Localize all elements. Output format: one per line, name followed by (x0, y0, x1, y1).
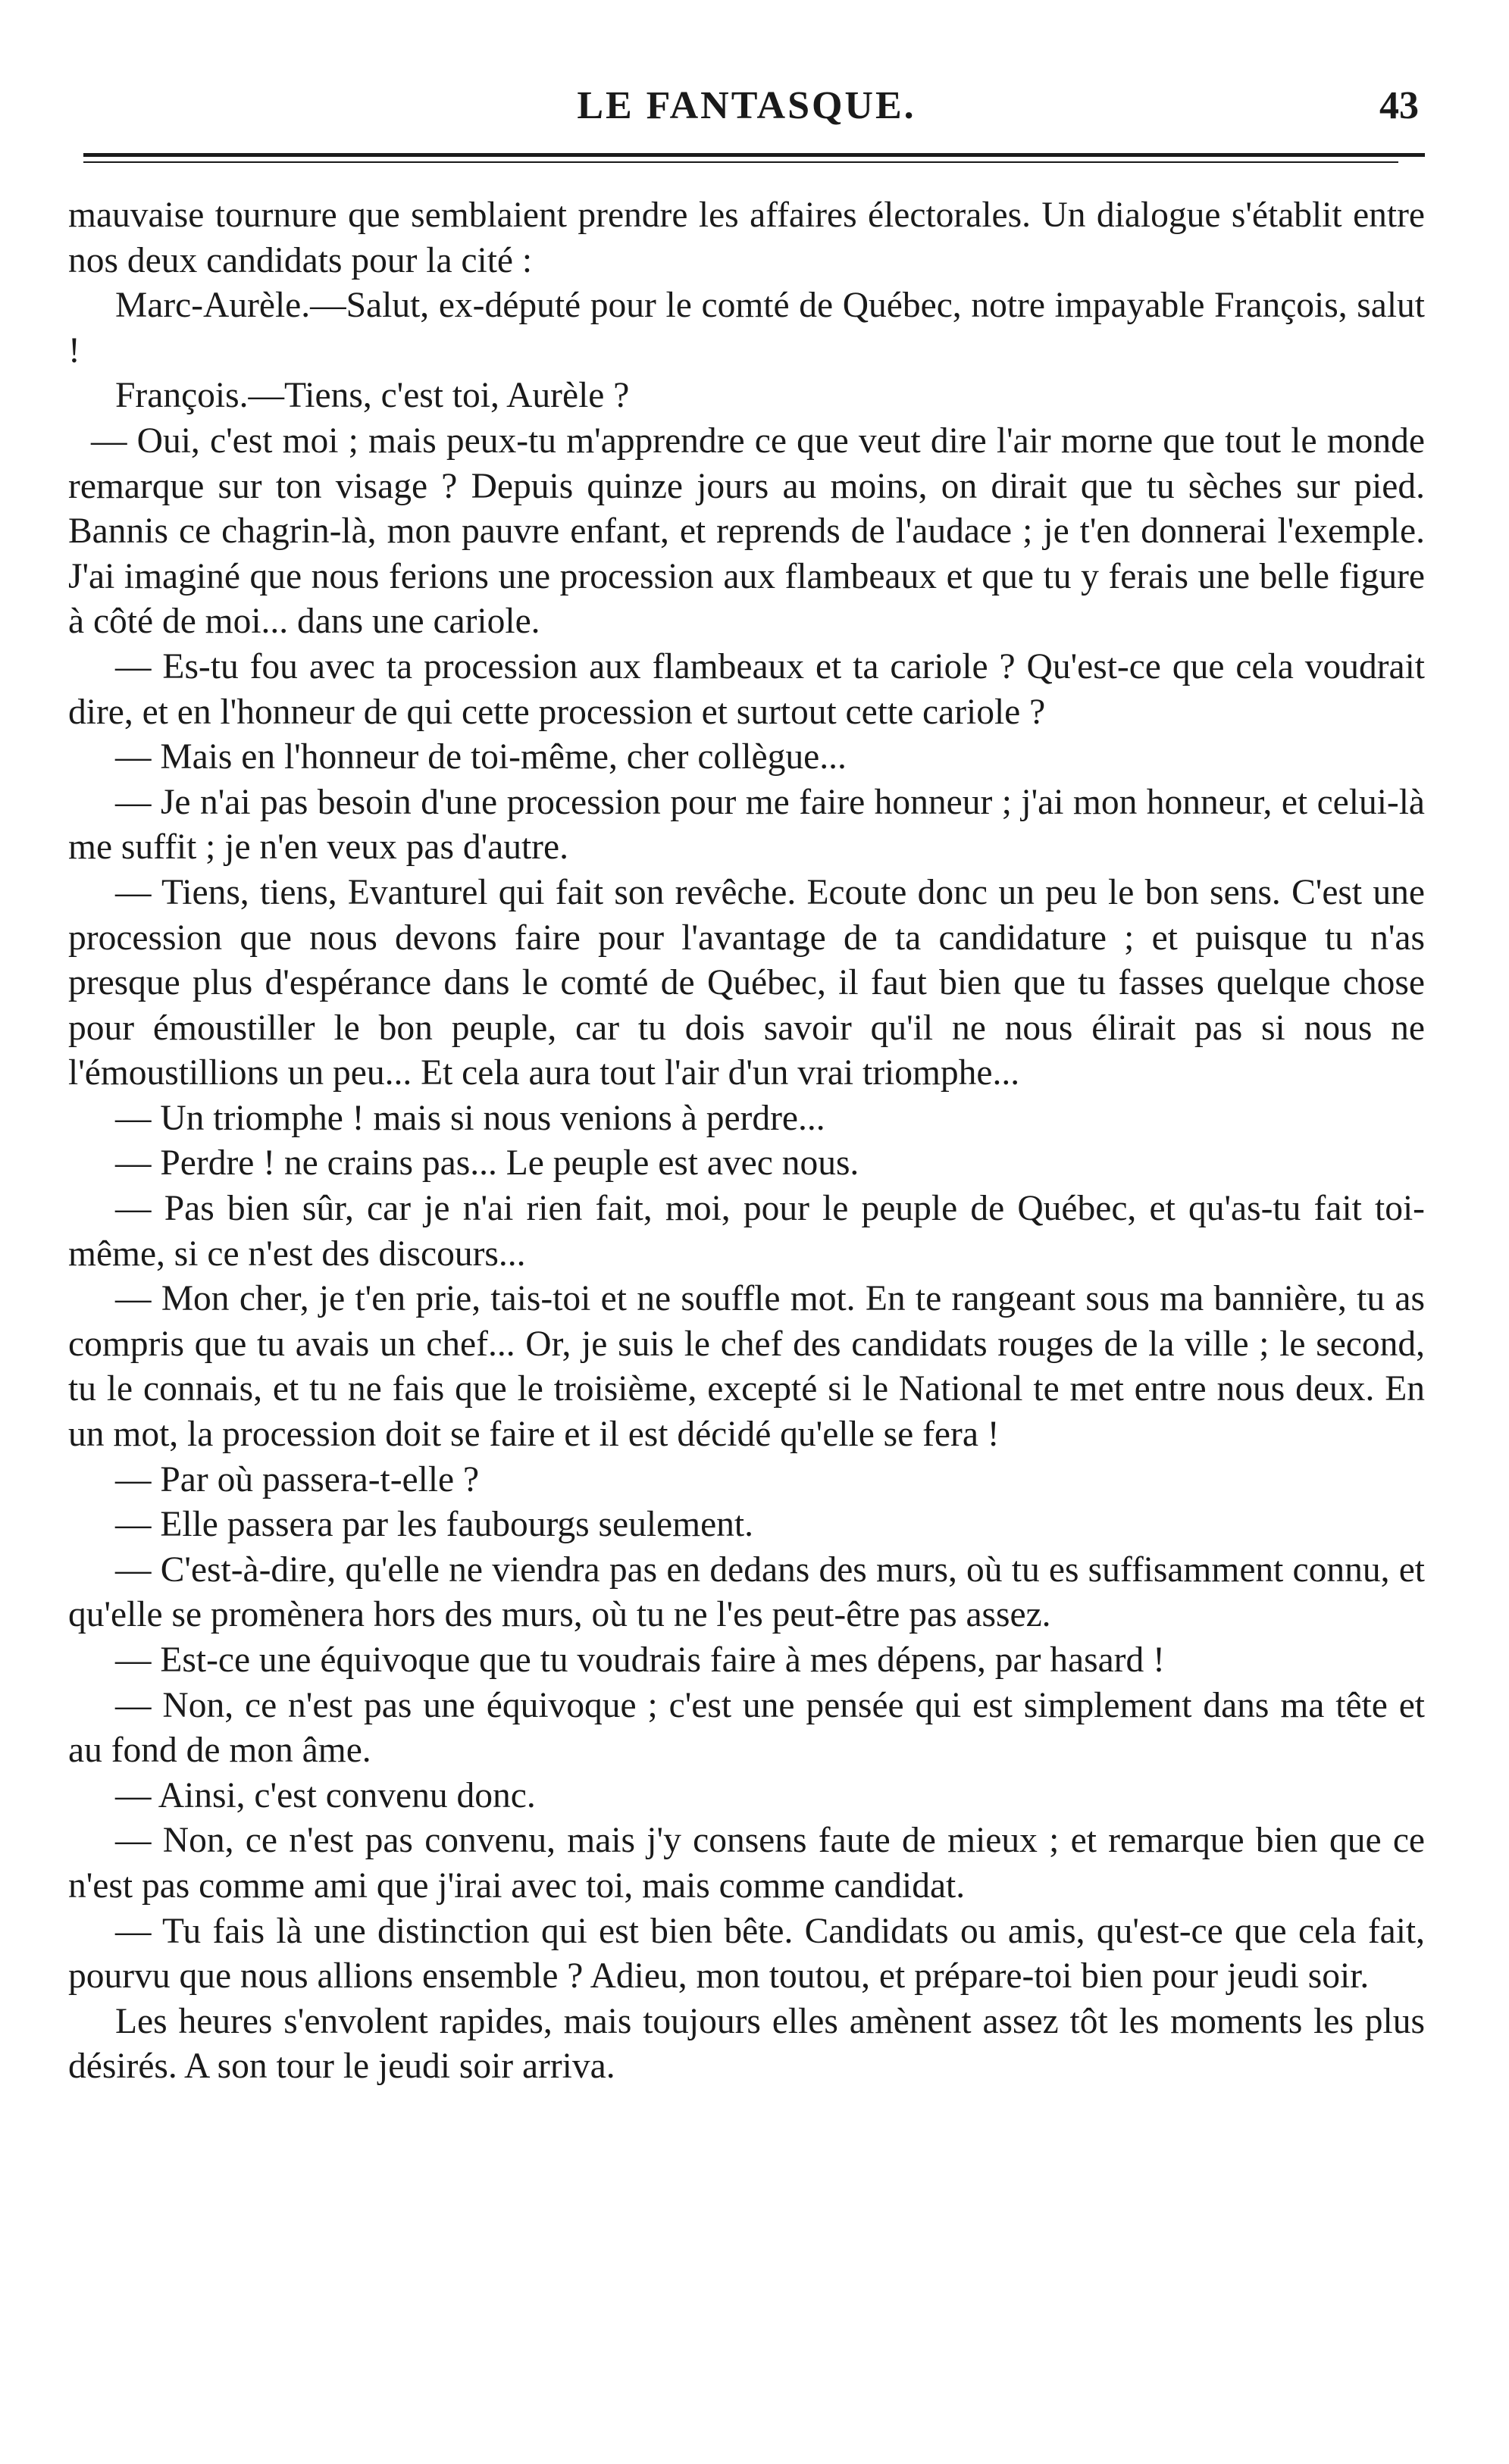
paragraph: mauvaise tournure que semblaient prendre les affaires électorales. Un dialogue s'établit entre nos deux candidats pour la cité : (68, 195, 1425, 280)
paragraph: — Non, ce n'est pas une équivoque ; c'est une pensée qui est simplement dans ma tête et au fond de mon âme. (68, 1685, 1425, 1771)
paragraph: — Ainsi, c'est convenu donc. (115, 1775, 536, 1815)
paragraph: François.—Tiens, c'est toi, Aurèle ? (115, 376, 630, 416)
paragraph: — Elle passera par les faubourgs seulement. (115, 1505, 753, 1545)
paragraph: — Tu fais là une distinction qui est bien bête. Candidats ou amis, qu'est-ce que cela fait, pourvu que nous allions ensemble ? Adieu, mon toutou, et prépare-toi bien pour jeudi soir. (68, 1911, 1425, 1997)
paragraph: — Mais en l'honneur de toi-même, cher collègue... (115, 737, 847, 777)
paragraph: — Je n'ai pas besoin d'une procession pour me faire honneur ; j'ai mon honneur, et celui-là me suffit ; je n'en veux pas d'autre. (68, 782, 1425, 868)
paragraph: — Pas bien sûr, car je n'ai rien fait, moi, pour le peuple de Québec, et qu'as-tu fait toi-même, si ce n'est des discours... (68, 1189, 1425, 1274)
paragraph: — Oui, c'est moi ; mais peux-tu m'apprendre ce que veut dire l'air morne que tout le monde remarque sur ton visage ? Depuis quinze jours au moins, on dirait que tu sèches sur pied. Bannis ce chagrin-là, mon pauvre enfant, et reprends de l'audace ; je t'en donnerai l'exemple. J'ai imaginé que nous ferions une procession aux flambeaux et que tu y ferais une belle figure à côté de moi... dans une cariole. (68, 421, 1425, 642)
paragraph: Les heures s'envolent rapides, mais toujours elles amènent assez tôt les moments les plus désirés. A son tour le jeudi soir arriva. (68, 2001, 1425, 2087)
body-text (68, 193, 1425, 2090)
paragraph: — Un triomphe ! mais si nous venions à perdre... (115, 1098, 825, 1138)
running-title: LE FANTASQUE. (577, 84, 916, 127)
page-header (68, 76, 1425, 136)
paragraph: — C'est-à-dire, qu'elle ne viendra pas en dedans des murs, où tu es suffisamment connu, et qu'elle se promènera hors des murs, où tu ne l'es peut-être pas assez. (68, 1549, 1425, 1635)
header-rule-thin (83, 161, 1398, 163)
paragraph: — Est-ce une équivoque que tu voudrais faire à mes dépens, par hasard ! (115, 1640, 1165, 1680)
book-page (68, 76, 1425, 2090)
header-rule-thick (83, 153, 1425, 157)
page-number: 43 (1379, 84, 1419, 127)
paragraph: — Tiens, tiens, Evanturel qui fait son revêche. Ecoute donc un peu le bon sens. C'est une procession que nous devons faire pour l'avantage de ta candidature ; et puisque tu n'as presque plus d'espérance dans le comté de Québec, il faut bien que tu fasses quelque chose pour émoustiller le bon peuple, car tu dois savoir qu'il ne nous élirait pas si nous ne l'émoustillions un peu... Et cela aura tout l'air d'un vrai triomphe... (68, 872, 1425, 1093)
header-rule (83, 153, 1425, 163)
paragraph: — Par où passera-t-elle ? (115, 1459, 480, 1499)
paragraph: — Es-tu fou avec ta procession aux flambeaux et ta cariole ? Qu'est-ce que cela voudrait dire, et en l'honneur de qui cette procession et surtout cette cariole ? (68, 646, 1425, 732)
paragraph: — Mon cher, je t'en prie, tais-toi et ne souffle mot. En te rangeant sous ma bannière, tu as compris que tu avais un chef... Or, je suis le chef des candidats rouges de la ville ; le second, tu le connais, et tu ne fais que le troisième, excepté si le National te met entre nous deux. En un mot, la procession doit se faire et il est décidé qu'elle se fera ! (68, 1279, 1425, 1455)
paragraph: — Perdre ! ne crains pas... Le peuple est avec nous. (115, 1143, 859, 1184)
paragraph: Marc-Aurèle.—Salut, ex-député pour le comté de Québec, notre impayable François, salut ! (68, 286, 1425, 371)
paragraph: — Non, ce n'est pas convenu, mais j'y consens faute de mieux ; et remarque bien que ce n'est pas comme ami que j'irai avec toi, mais comme candidat. (68, 1821, 1425, 1906)
